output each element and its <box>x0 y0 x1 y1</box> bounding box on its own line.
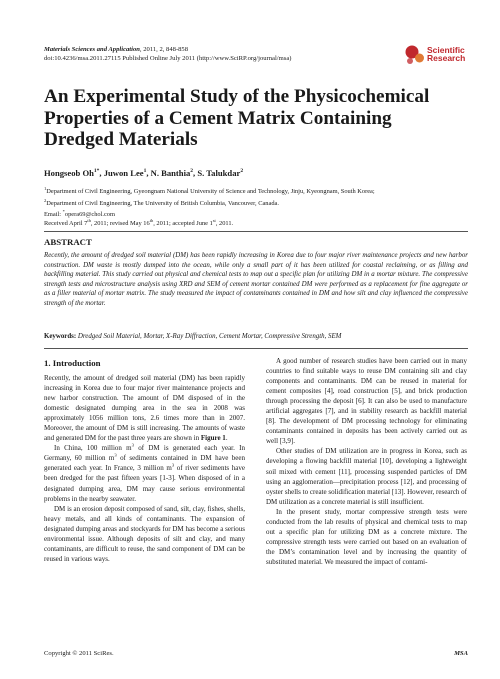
keywords-text: Dredged Soil Material, Mortar, X-Ray Diffraction, Cement Mortar, Compressive Strength, SEM <box>76 333 342 340</box>
author-affil-mark: 1* <box>93 168 100 174</box>
paragraph: In the present study, mortar compressive strength tests were conducted from the lab results of physical and chemical tests to map out a specific plan for utilizing DM as a concrete mixture. The compressive strength tests were carried out based on an evaluation of the DM’s contamination level and by increasing the quantity of substituted material. We measured the impact of contami- <box>266 507 467 566</box>
logo-text-line2: Research <box>427 53 466 63</box>
journal-name: Materials Sciences and Application <box>44 46 140 53</box>
keywords-label: Keywords: <box>44 333 77 340</box>
paragraph: DM is an erosion deposit composed of sand, silt, clay, fishes, shells, heavy metals, and all kinds of contaminants. The expansion of designated dumping areas and stockyards for DM has become a serious environmental issue. Although deposits of silt and clay, and many contaminants, are difficult to reuse, the sand component of DM can be reused in various ways. <box>44 504 245 563</box>
author-name: , Juwon Lee <box>99 167 144 178</box>
logo-text-line1: Scientific <box>427 45 465 55</box>
received-dates: Received April 7th, 2011; revised May 16th, 2011; accepted June 1st, 2011. <box>44 218 234 228</box>
keywords <box>44 332 468 341</box>
journal-abbreviation: MSA <box>454 650 468 657</box>
figure-reference[interactable]: Figure 1 <box>200 434 226 443</box>
author-name: , N. Banthia <box>146 167 191 178</box>
publisher-logo-icon <box>404 44 426 66</box>
paragraph: Recently, the amount of dredged soil material (DM) has been rapidly increasing in Korea due to four major river maintenance projects and new harbor construction. The amount of DM disposed of in the domestic designated dumping area in the sea in 2008 was approximately 1056 million tons, 2.6 times more than in 2007. Moreover, the amount of DM is still increasing. The amounts of waste and generated DM for the past three years are shown in Figure 1. <box>44 374 245 443</box>
paragraph: A good number of research studies have been carried out in many countries to find suitable ways to reuse DM containing silt and clay components and contaminants. DM can be reused in material for cement composites [4], road construction [5], and brick production through processing the deposit [6]. It can also be used to manufacture artificial aggregates [7], and in stability research as backfill material [8]. The development of DM processing technology for eliminating contaminants contained in deposits has been actively carried out as well [3,9]. <box>266 357 467 446</box>
divider <box>44 348 468 349</box>
divider <box>44 231 468 232</box>
affiliation-1: $^1$Department of Civil Engineering, Gyeongnam National University of Science and Technology, Jinju, Kyeongnam, South Korea; <box>44 186 375 196</box>
publisher-logo <box>404 38 466 68</box>
paragraph: In China, 100 million $m^3$ of DM is generated each year. In Germany, 60 million $m^3$ of sediments contained in DM have been generated each year. In France, 3 million $m^3$ of river sediments have been dredged for the past fifteen years [1-3]. When disposed of in a designated dumping area, DM may cause serious environmental problems in the nearby seawater. <box>44 443 245 503</box>
copyright: Copyright © 2011 SciRes. <box>44 650 114 657</box>
paper-title: An Experimental Study of the Physicochemical Properties of a Cement Matrix Containing Dredged Materials <box>44 86 430 150</box>
affiliations <box>44 185 474 220</box>
author-affil-mark: 2 <box>190 168 194 174</box>
author-affil-mark: 1 <box>143 168 147 174</box>
journal-header <box>44 45 344 63</box>
email-line: Email: *opera69@chol.com <box>44 209 115 219</box>
journal-volume: , 2011, 2, 848-858 <box>139 46 189 53</box>
paragraph: Other studies of DM utilization are in progress in Korea, such as developing a flowing backfill material [10], developing a lightweight soil mixed with cement [11], processing suspended particles of DM using an agglomeration—precipitation process [12], and processing of oyster shells to create solidification material [13]. However, research of DM utilization as a concrete material is still insufficient. <box>266 447 467 506</box>
author-list <box>44 166 464 178</box>
doi-line: doi:10.4236/msa.2011.27115 Published Online July 2011 (http://www.SciRP.org/journal/msa) <box>44 55 292 62</box>
affiliation-2: $^2$Department of Civil Engineering, The University of British Columbia, Vancouver, Canada. <box>44 197 279 207</box>
right-column <box>266 356 467 567</box>
author-name: Hongseob Oh <box>44 167 94 178</box>
abstract-text: Recently, the amount of dredged soil material (DM) has been rapidly increasing in Korea due to four major river maintenance projects and new harbor construction. DM waste is mostly dumped into the ocean, while only a small part of it has been utilized for coastal reclaiming, or as filling and backfilling material. This study carried out physical and chemical tests to map out a specific plan for utilizing DM in a mortar mixture. The compressive strength tests and microstructure analysis using XRD and SEM of cement mortar contained DM were performed as a replacement for fine aggregate or as a filler material of mortar matrix. The study measured the impact of contaminants contained in DM and how silt and clay influenced the compressive strength of the mortar. <box>44 252 468 307</box>
author-name: , S. Talukdar <box>193 167 241 178</box>
left-column <box>44 373 245 564</box>
section-heading: 1. Introduction <box>44 358 101 368</box>
author-affil-mark: 2 <box>240 168 244 174</box>
abstract-heading: ABSTRACT <box>44 237 92 247</box>
email-link[interactable]: opera69@chol.com <box>64 211 115 219</box>
